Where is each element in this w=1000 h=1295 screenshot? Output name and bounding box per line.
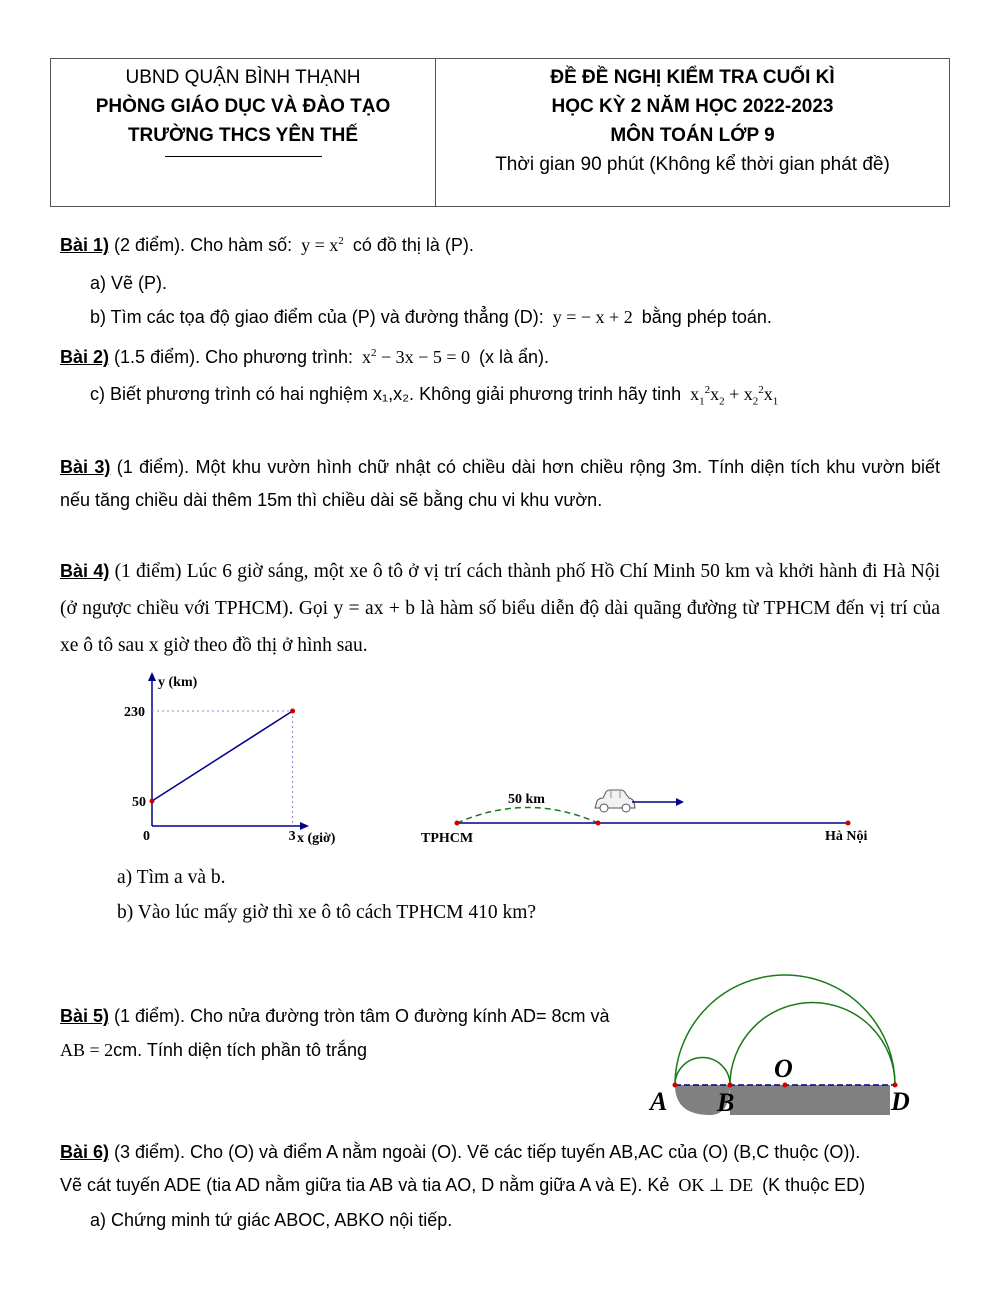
bai4-graph: [100, 668, 370, 853]
car-icon: [595, 790, 635, 812]
bai1-heading: [60, 232, 474, 258]
header-right: [436, 59, 949, 206]
district-name: UBND QUẬN BÌNH THẠNH: [125, 67, 361, 88]
direction-arrow-icon: [676, 798, 684, 806]
bai6-perpendicular: OK ⊥ DE: [678, 1175, 754, 1195]
point-a: [673, 1083, 678, 1088]
graph-ylabel: y (km): [158, 675, 198, 690]
bai1-line-formula: y = − x + 2: [552, 307, 633, 327]
bai4-paragraph: [60, 553, 940, 664]
shaded-region: [675, 1085, 890, 1115]
label-d: D: [891, 1087, 910, 1116]
header-table: [50, 58, 950, 207]
bai2-expression: $x_1^2x_2 + x_2^2x_1$: [690, 384, 779, 408]
bai6-line1: Bài 6) (3 điểm). Cho (O) và điểm A nằm ngoài (O). Vẽ các tiếp tuyến AB,AC của (O) (B,C thuộc (O)).: [60, 1142, 861, 1162]
bai6-line2: Vẽ cát tuyến ADE (tia AD nằm giữa tia AB và tia AO, D nằm giữa A và E). Kẻ OK ⊥ DE (K thuộc ED): [60, 1175, 866, 1195]
bai2-intro: (1.5 điểm). Cho phương trình:: [114, 347, 354, 367]
exam-title: ĐỀ ĐỀ NGHỊ KIỂM TRA CUỐI KÌ: [550, 67, 835, 88]
bai2-tail: (x là ẩn).: [479, 347, 550, 367]
bai2-label: Bài 2): [60, 347, 110, 367]
graph-y-arrow: [148, 672, 156, 681]
bai4-part-a: a) Tìm a và b.: [117, 867, 226, 888]
road-point-hanoi: [846, 821, 851, 826]
header-rule: [165, 156, 322, 157]
distance-arc: [457, 808, 598, 824]
header-left: [51, 59, 436, 206]
point-b: [728, 1083, 733, 1088]
bai1-formula: $y = x^2$: [301, 235, 344, 255]
bai3-paragraph: [60, 451, 940, 517]
bai1-tail: có đồ thị là (P).: [352, 235, 474, 255]
label-b: B: [717, 1088, 735, 1117]
bai5-line2: AB = 2cm. Tính diện tích phần tô trắng: [60, 1040, 367, 1060]
label-o: O: [774, 1054, 793, 1083]
graph-point-end: [290, 709, 295, 714]
graph-origin: 0: [143, 829, 150, 844]
road-distance-label: 50 km: [508, 792, 545, 807]
bai6-part-a: a) Chứng minh tứ giác ABOC, ABKO nội tiếp.: [90, 1210, 453, 1230]
exam-term: HỌC KỲ 2 NĂM HỌC 2022-2023: [551, 96, 834, 117]
road-start-label: TPHCM: [421, 831, 474, 846]
graph-x-arrow: [300, 822, 309, 830]
school-name: TRƯỜNG THCS YÊN THẾ: [127, 125, 359, 146]
graph-point-start: [150, 799, 155, 804]
label-a: A: [650, 1087, 668, 1116]
bai4-text: (1 điểm) Lúc 6 giờ sáng, một xe ô tô ở vị trí cách thành phố Hồ Chí Minh 50 km và khởi hành đi Hà Nội (ở ngược chiều với TPHCM). Gọi y = ax + b là hàm số biểu diễn độ dài quãng đường từ TPHCM đến vị trí của xe ô tô sau x giờ theo đồ thị ở hình sau.: [60, 561, 940, 656]
bai1-intro: (2 điểm). Cho hàm số:: [114, 235, 293, 255]
bai2-equation: $x^2 - 3x - 5 = 0$: [362, 347, 470, 367]
road-end-label: Hà Nội: [825, 829, 868, 844]
bai5-figure: [645, 955, 920, 1130]
graph-xlabel: x (giờ): [297, 831, 336, 846]
graph-ytick-50: 50: [132, 795, 146, 810]
bai5-line1: Bài 5) (1 điểm). Cho nửa đường tròn tâm O đường kính AD= 8cm và: [60, 1006, 610, 1026]
bai1-part-a: a) Vẽ (P).: [90, 273, 168, 293]
bai4-part-b: b) Vào lúc mấy giờ thì xe ô tô cách TPHCM 410 km?: [117, 902, 537, 923]
bai3-label: Bài 3): [60, 457, 111, 477]
bai2-part-c: c) Biết phương trình có hai nghiệm x₁,x₂. Không giải phương trinh hãy tinh $x_1^2x_2 + x_2^2x_1$: [90, 384, 779, 408]
bai5-formula: AB = 2: [60, 1040, 114, 1060]
graph-xtick-3: 3: [288, 829, 296, 844]
bai4-road-diagram: [410, 780, 890, 850]
bai6-label: Bài 6): [60, 1142, 110, 1162]
bai4-label: Bài 4): [60, 561, 110, 581]
department-name: PHÒNG GIÁO DỤC VÀ ĐÀO TẠO: [95, 96, 391, 117]
bai5-label: Bài 5): [60, 1006, 110, 1026]
point-o: [783, 1083, 788, 1088]
small-semicircle: [675, 1058, 730, 1086]
bai1-label: Bài 1): [60, 235, 110, 255]
road-point-tphcm: [455, 821, 460, 826]
exam-subject: MÔN TOÁN LỚP 9: [610, 125, 775, 146]
bai1-part-b: b) Tìm các tọa độ giao điểm của (P) và đường thẳng (D): y = − x + 2 bằng phép toán.: [90, 307, 772, 327]
road-point-car: [596, 821, 601, 826]
graph-series-line: [152, 711, 293, 801]
bai2-heading: [60, 344, 549, 370]
bai3-text: (1 điểm). Một khu vườn hình chữ nhật có chiều dài hơn chiều rộng 3m. Tính diện tích khu vườn biết nếu tăng chiều dài thêm 15m thì chiều dài sẽ bằng chu vi khu vườn.: [60, 457, 940, 510]
exam-duration: Thời gian 90 phút (Không kể thời gian phát đề): [495, 154, 890, 175]
graph-ytick-230: 230: [124, 705, 145, 720]
